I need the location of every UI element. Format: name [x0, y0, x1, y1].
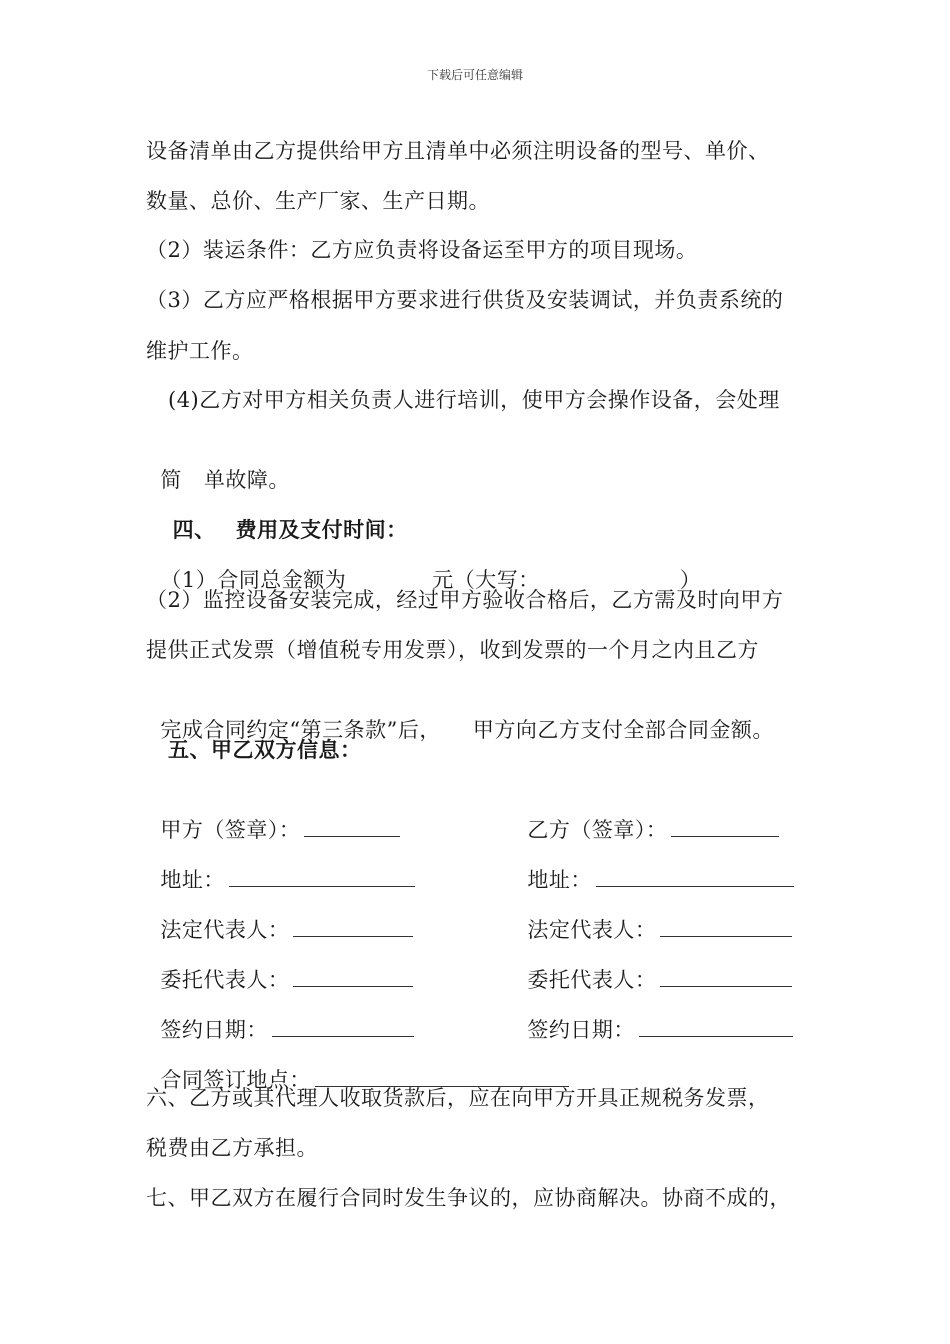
- blank-line: [272, 1016, 414, 1037]
- blank-line: [671, 816, 779, 837]
- paragraph-line: （2）装运条件：乙方应负责将设备运至甲方的项目现场。: [146, 238, 698, 262]
- paragraph-line: 提供正式发票（增值税专用发票），收到发票的一个月之内且乙方: [146, 638, 759, 662]
- paragraph-line: 维护工作。: [146, 339, 254, 363]
- section-heading-5: 五、甲乙双方信息：: [168, 737, 362, 762]
- paragraph-line: （2）监控设备安装完成，经过甲方验收合格后，乙方需及时向甲方: [146, 588, 784, 612]
- text-fragment: 完成合同约定“第三条款”后，: [160, 718, 441, 742]
- field-label: 法定代表人：: [527, 918, 657, 942]
- text-fragment: 简: [160, 468, 182, 492]
- paragraph-line: （3）乙方应严格根据甲方要求进行供货及安装调试，并负责系统的: [146, 288, 784, 312]
- section-title: 费用及支付时间：: [235, 517, 408, 542]
- page-header: 下载后可任意编辑: [426, 68, 523, 82]
- text-fragment: ）: [679, 568, 702, 592]
- paragraph-line: 七、甲乙双方在履行合同时发生争议的，应协商解决。协商不成的，: [146, 1186, 791, 1210]
- field-label: 地址：: [527, 868, 592, 892]
- paragraph-line: 六、乙方或其代理人收取货款后，应在向甲方开具正规税务发票，: [146, 1086, 770, 1110]
- field-label: 甲方（签章）：: [160, 818, 301, 842]
- field-label: 合同签订地点：: [160, 1068, 311, 1092]
- blank-line: [293, 966, 413, 987]
- field-label: 签约日期：: [527, 1018, 635, 1042]
- blank-line: [229, 866, 415, 887]
- field-label: 法定代表人：: [160, 918, 290, 942]
- paragraph-line: 数量、总价、生产厂家、生产日期。: [146, 189, 490, 213]
- blank-line: [293, 916, 413, 937]
- blank-line: [304, 816, 400, 837]
- paragraph-line: (4)乙方对甲方相关负责人进行培训，使甲方会操作设备，会处理: [168, 388, 780, 412]
- text-fragment: （1）合同总金额为: [160, 568, 347, 592]
- field-label: 委托代表人：: [527, 968, 657, 992]
- field-label: 签约日期：: [160, 1018, 268, 1042]
- blank-line: [660, 916, 792, 937]
- blank-line: [639, 1016, 793, 1037]
- field-label: 委托代表人：: [160, 968, 290, 992]
- section-number: 四、: [172, 517, 216, 542]
- field-label: 地址：: [160, 868, 225, 892]
- text-fragment: 甲方向乙方支付全部合同金额。: [472, 718, 774, 742]
- text-fragment: 单故障。: [203, 468, 290, 492]
- blank-line: [596, 866, 794, 887]
- text-fragment: 元（大写：: [432, 568, 540, 592]
- field-label: 乙方（签章）：: [527, 818, 668, 842]
- paragraph-line: 税费由乙方承担。: [146, 1136, 318, 1160]
- blank-line: [660, 966, 792, 987]
- paragraph-line: 设备清单由乙方提供给甲方且清单中必须注明设备的型号、单价、: [146, 139, 770, 163]
